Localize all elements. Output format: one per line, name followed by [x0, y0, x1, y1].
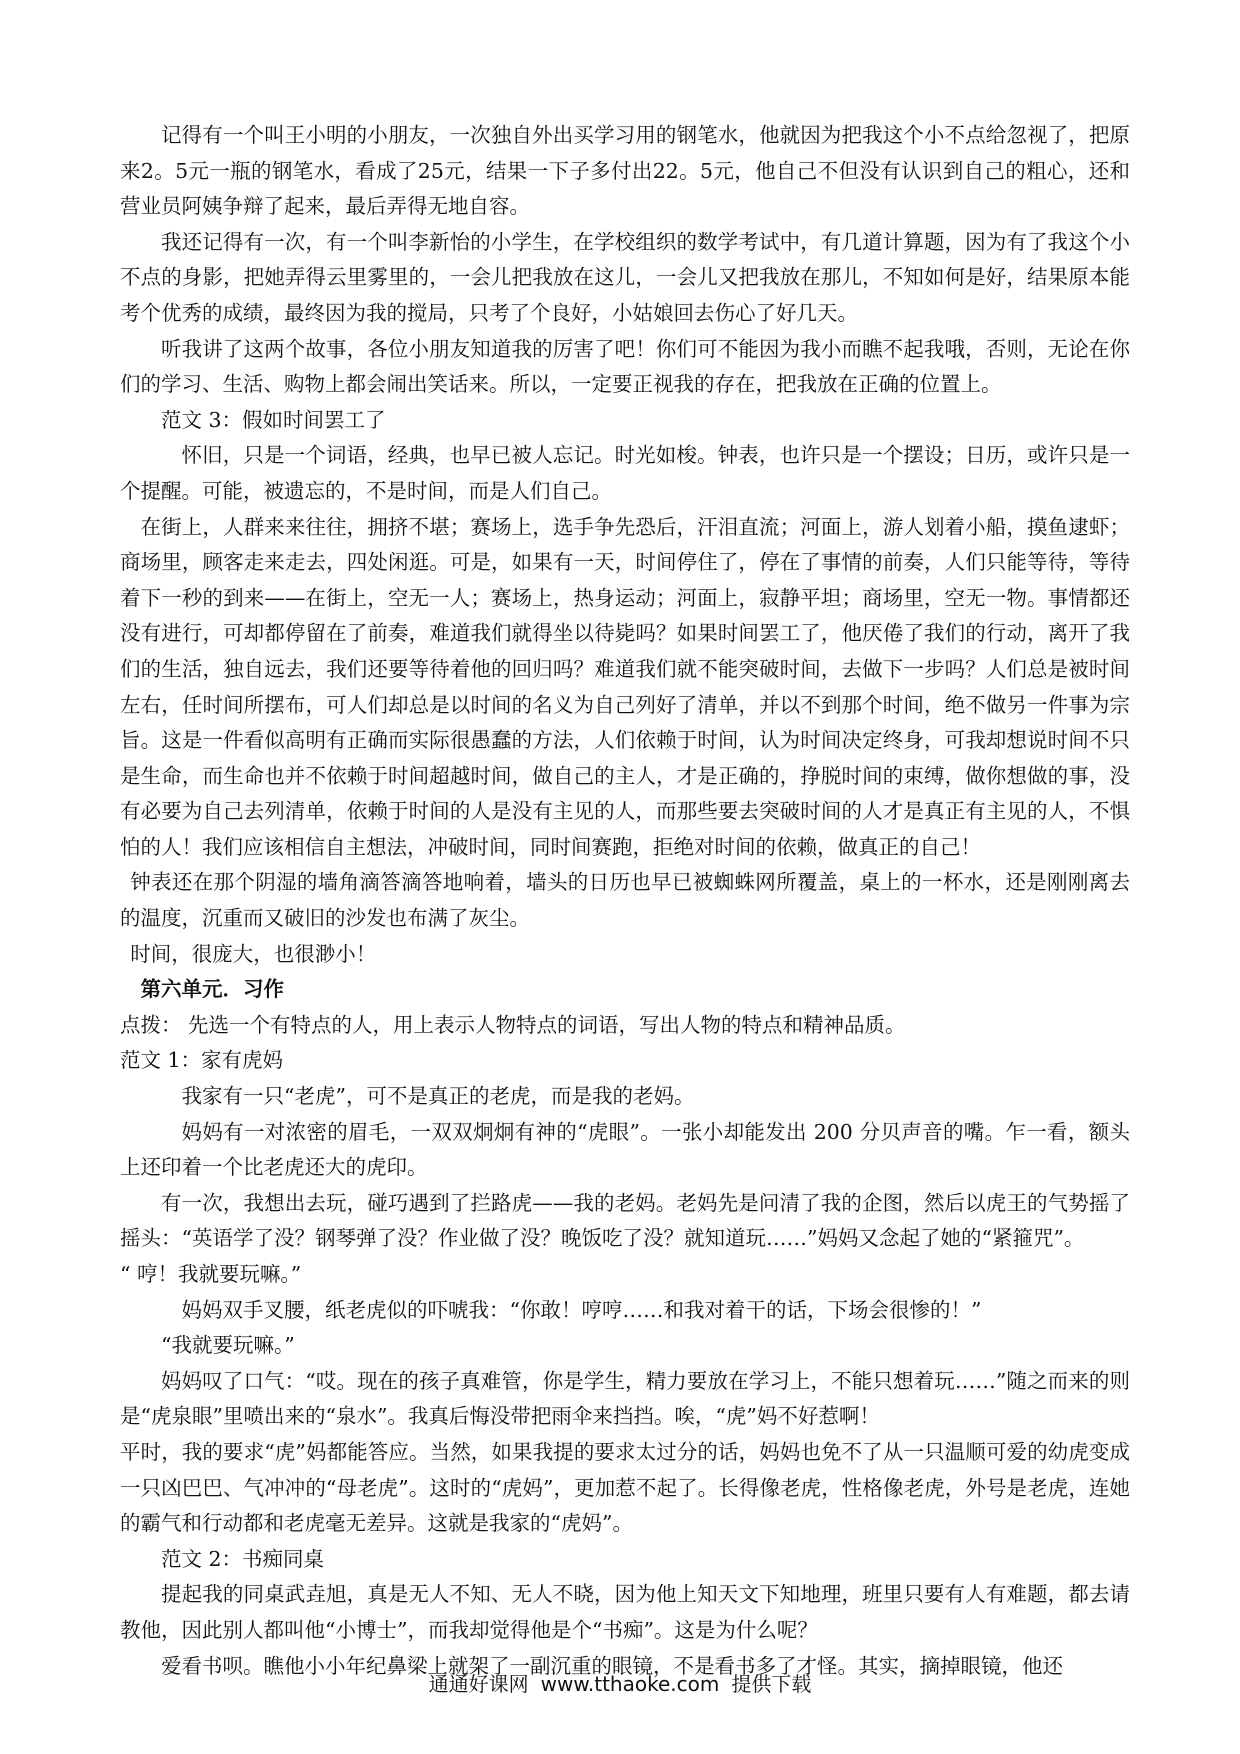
paragraph-clock-still-ticking: 钟表还在那个阴湿的墙角滴答滴答地响着，墙头的日历也早已被蜘蛛网所覆盖，桌上的一杯水，还是刚刚离去的温度，沉重而又破旧的沙发也布满了灰尘。: [120, 870, 1130, 931]
dialogue-want-to-play-again: “我就要玩嘛。”: [161, 1333, 295, 1358]
dialogue-want-to-play: “ 哼！我就要玩嘛。”: [120, 1262, 302, 1286]
paragraph-loves-reading: 爱看书呗。瞧他小小年纪鼻梁上就架了一副沉重的眼镜，不是看书多了才怪。其实，摘掉眼镜，他还: [161, 1653, 1063, 1678]
paragraph-mom-sighs: 妈妈叹了口气：“哎。现在的孩子真难管，你是学生，精力要放在学习上，不能只想着玩……”随之而来的则是“虎泉眼”里喷出来的“泉水”。我真后悔没带把雨伞来挡挡。唉，“虎”妈不好惹啊！: [120, 1368, 1130, 1429]
paragraph-street-scene: 在街上，人群来来往往，拥挤不堪；赛场上，选手争先恐后，汗泪直流；河面上，游人划着小船，摸鱼逮虾；商场里，顾客走来走去，四处闲逛。可是，如果有一天，时间停住了，停在了事情的前奏，人们只能等待，等待着下一秒的到来——在街上，空无一人；赛场上，热身运动；河面上，寂静平坦；商场里，空无一物。事情都还没有进行，可却都停留在了前奏，难道我们就得坐以待毙吗？如果时间罢工了，他厌倦了我们的行动，离开了我们的生活，独自远去，我们还要等待着他的回归吗？难道我们就不能突破时间，去做下一步吗？人们总是被时间左右，任时间所摆布，可人们却总是以时间的名义为自己列好了清单，并以不到那个时间，绝不做另一件事为宗旨。这是一件看似高明有正确而实际很愚蠢的方法，人们依赖于时间，认为时间决定终身，可我却想说时间不只是生命，而生命也并不依赖于时间超越时间，做自己的主人，才是正确的，挣脱时间的束缚，做你想做的事，没有必要为自己去列清单，依赖于时间的人是没有主见的人，而那些要去突破时间的人才是真正有主见的人，不惧怕的人！我们应该相信自主想法，冲破时间，同时间赛跑，拒绝对时间的依赖，做真正的自己！: [120, 514, 1130, 859]
paragraph-wang-xiaoming-story: 记得有一个叫王小明的小朋友，一次独自外出买学习用的钢笔水，他就因为把我这个小不点给忽视了，把原来2。5元一瓶的钢笔水，看成了25元，结果一下子多付出22。5元，他自己不但没有认识到自己的粗心，还和营业员阿姨争辩了起来，最后弄得无地自容。: [120, 123, 1130, 219]
paragraph-time-huge-and-tiny: 时间，很庞大，也很渺小！: [130, 941, 377, 966]
paragraph-tiger-at-home: 我家有一只“老虎”，可不是真正的老虎，而是我的老妈。: [181, 1084, 695, 1109]
footer-site-name: 通通好课网: [428, 1672, 529, 1696]
footer-url: www.tthaoke.com: [540, 1672, 720, 1696]
tips-paragraph: 点拨： 先选一个有特点的人，用上表示人物特点的词语，写出人物的特点和精神品质。: [120, 1012, 906, 1037]
model-essay-3-title: 范文 3：假如时间罢工了: [161, 407, 386, 432]
paragraph-nostalgia: 怀旧，只是一个词语，经典，也早已被人忘记。时光如梭。钟表，也许只是一个摆设；日历，或许只是一个提醒。可能，被遗忘的，不是时间，而是人们自己。: [120, 443, 1130, 503]
paragraph-mom-eyebrows: 妈妈有一对浓密的眉毛，一双双炯炯有神的“虎眼”。一张小却能发出 200 分贝声音的嘴。乍一看，额头上还印着一个比老虎还大的虎印。: [120, 1119, 1130, 1180]
paragraph-mom-hands-on-hips: 妈妈双手叉腰，纸老虎似的吓唬我：“你敢！哼哼……和我对着干的话，下场会很惨的！”: [181, 1297, 982, 1322]
footer-note: 提供下载: [731, 1672, 812, 1696]
model-essay-2-title: 范文 2：书痴同桌: [161, 1546, 325, 1571]
paragraph-usually: 平时，我的要求“虎”妈都能答应。当然，如果我提的要求太过分的话，妈妈也免不了从一只温顺可爱的幼虎变成一只凶巴巴、气冲冲的“母老虎”。这时的“虎妈”，更加惹不起了。长得像老虎，性格像老虎，外号是老虎，连她的霸气和行动都和老虎毫无差异。这就是我家的“虎妈”。: [120, 1439, 1130, 1536]
page-footer: [0, 1668, 1240, 1697]
paragraph-deskmate-intro: 提起我的同桌武垚旭，真是无人不知、无人不晓，因为他上知天文下知地理，班里只要有人有难题，都去请教他，因此别人都叫他“小博士”，而我却觉得他是个“书痴”。这是为什么呢？: [120, 1582, 1130, 1642]
unit-six-heading: 第六单元．习作: [140, 977, 284, 1002]
document-body: [120, 118, 1130, 1684]
model-essay-1-title: 范文 1：家有虎妈: [120, 1048, 284, 1073]
paragraph-conclusion: 听我讲了这两个故事，各位小朋友知道我的厉害了吧！你们可不能因为我小而瞧不起我哦，否则，无论在你们的学习、生活、购物上都会闹出笑话来。所以，一定要正视我的存在，把我放在正确的位置上。: [120, 336, 1130, 397]
paragraph-go-out-to-play: 有一次，我想出去玩，碰巧遇到了拦路虎——我的老妈。老妈先是问清了我的企图，然后以虎王的气势摇了摇头：“英语学了没？钢琴弹了没？作业做了没？晚饭吃了没？就知道玩……”妈妈又念起了她的“紧箍咒”。: [120, 1190, 1130, 1251]
paragraph-li-xinyi-story: 我还记得有一次，有一个叫李新怡的小学生，在学校组织的数学考试中，有几道计算题，因为有了我这个小不点的身影，把她弄得云里雾里的，一会儿把我放在这儿，一会儿又把我放在那儿，不知如何是好，结果原本能考个优秀的成绩，最终因为我的搅局，只考了个良好，小姑娘回去伤心了好几天。: [120, 229, 1130, 325]
